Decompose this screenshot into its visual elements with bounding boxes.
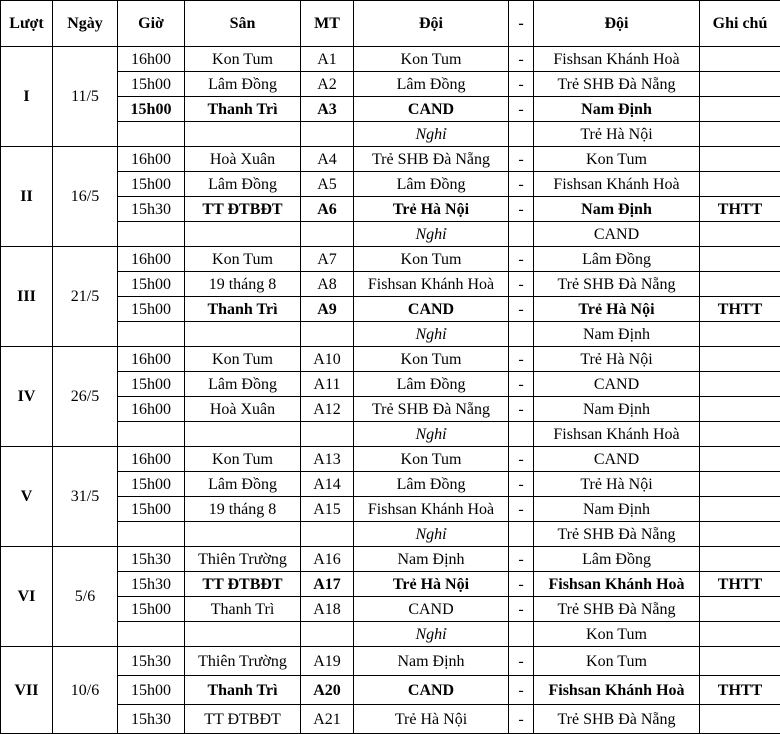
time-cell [118,522,185,547]
time-cell: 15h30 [118,705,185,734]
date-cell: 10/6 [53,647,118,734]
away-team-cell: Trẻ SHB Đà Nẵng [534,72,700,97]
match-code-cell: A1 [301,47,354,72]
home-team-cell: Fishsan Khánh Hoà [354,497,509,522]
note-cell [700,547,780,572]
separator-cell: - [509,172,534,197]
note-cell [700,347,780,372]
venue-cell [185,122,301,147]
note-cell [700,622,780,647]
round-cell: III [1,247,53,347]
date-cell: 5/6 [53,547,118,647]
resting-team-cell: Kon Tum [534,622,700,647]
header-separator: - [509,1,534,47]
venue-cell: Thiên Trường [185,647,301,676]
match-row [1,372,780,397]
venue-cell: Thiên Trường [185,547,301,572]
match-row [1,272,780,297]
time-cell [118,222,185,247]
note-cell [700,472,780,497]
away-team-cell: CAND [534,372,700,397]
round-cell: I [1,47,53,147]
note-cell [700,372,780,397]
time-cell: 16h00 [118,47,185,72]
home-team-cell: Trẻ Hà Nội [354,705,509,734]
venue-cell: Kon Tum [185,347,301,372]
home-team-cell: Kon Tum [354,47,509,72]
home-team-cell: Nam Định [354,647,509,676]
time-cell: 15h00 [118,297,185,322]
home-team-cell: Kon Tum [354,347,509,372]
match-row [1,197,780,222]
header-luot: Lượt [1,1,53,47]
venue-cell [185,222,301,247]
venue-cell: 19 tháng 8 [185,497,301,522]
match-row [1,397,780,422]
header-san: Sân [185,1,301,47]
away-team-cell: Trẻ SHB Đà Nẵng [534,272,700,297]
match-code-cell: A11 [301,372,354,397]
note-cell: THTT [700,197,780,222]
separator-cell [509,422,534,447]
away-team-cell: Fishsan Khánh Hoà [534,676,700,705]
match-row [1,497,780,522]
round-cell: V [1,447,53,547]
time-cell: 15h00 [118,72,185,97]
away-team-cell: Nam Định [534,497,700,522]
match-code-cell [301,422,354,447]
match-row [1,297,780,322]
note-cell [700,272,780,297]
time-cell: 16h00 [118,397,185,422]
time-cell: 15h30 [118,647,185,676]
away-team-cell: Fishsan Khánh Hoà [534,172,700,197]
note-cell: THTT [700,297,780,322]
rest-row [1,122,780,147]
venue-cell [185,322,301,347]
note-cell [700,422,780,447]
match-code-cell: A2 [301,72,354,97]
note-cell: THTT [700,676,780,705]
venue-cell [185,522,301,547]
match-code-cell: A16 [301,547,354,572]
home-team-cell: Lâm Đồng [354,372,509,397]
match-row [1,572,780,597]
away-team-cell: Trẻ SHB Đà Nẵng [534,705,700,734]
venue-cell: TT ĐTBĐT [185,572,301,597]
venue-cell: TT ĐTBĐT [185,197,301,222]
separator-cell: - [509,97,534,122]
venue-cell: Lâm Đồng [185,372,301,397]
match-code-cell [301,122,354,147]
match-row [1,47,780,72]
venue-cell [185,422,301,447]
time-cell [118,122,185,147]
home-team-cell: CAND [354,297,509,322]
time-cell: 15h00 [118,372,185,397]
home-team-cell: Lâm Đồng [354,72,509,97]
separator-cell: - [509,147,534,172]
separator-cell: - [509,572,534,597]
schedule-body [1,47,780,734]
match-row [1,347,780,372]
match-row [1,647,780,676]
separator-cell: - [509,497,534,522]
note-cell [700,222,780,247]
rest-label: Nghỉ [354,322,509,347]
date-cell: 26/5 [53,347,118,447]
note-cell [700,122,780,147]
note-cell: THTT [700,572,780,597]
separator-cell: - [509,47,534,72]
match-row [1,172,780,197]
header-doi-away: Đội [534,1,700,47]
separator-cell: - [509,347,534,372]
round-cell: II [1,147,53,247]
time-cell: 15h00 [118,597,185,622]
separator-cell [509,622,534,647]
rest-row [1,622,780,647]
match-code-cell [301,222,354,247]
match-code-cell: A8 [301,272,354,297]
away-team-cell: Fishsan Khánh Hoà [534,572,700,597]
match-code-cell: A19 [301,647,354,676]
away-team-cell: Lâm Đồng [534,547,700,572]
away-team-cell: Fishsan Khánh Hoà [534,47,700,72]
separator-cell: - [509,447,534,472]
note-cell [700,705,780,734]
separator-cell: - [509,247,534,272]
home-team-cell: CAND [354,97,509,122]
away-team-cell: Lâm Đồng [534,247,700,272]
rest-label: Nghỉ [354,522,509,547]
home-team-cell: Trẻ SHB Đà Nẵng [354,147,509,172]
resting-team-cell: Trẻ Hà Nội [534,122,700,147]
time-cell: 15h30 [118,197,185,222]
time-cell: 15h00 [118,497,185,522]
match-code-cell: A13 [301,447,354,472]
away-team-cell: Trẻ Hà Nội [534,297,700,322]
resting-team-cell: Nam Định [534,322,700,347]
match-code-cell: A15 [301,497,354,522]
note-cell [700,72,780,97]
round-cell: VII [1,647,53,734]
time-cell [118,622,185,647]
match-row [1,597,780,622]
time-cell: 15h00 [118,172,185,197]
time-cell: 15h30 [118,572,185,597]
note-cell [700,647,780,676]
match-row [1,547,780,572]
rest-row [1,222,780,247]
home-team-cell: Trẻ Hà Nội [354,572,509,597]
match-row [1,676,780,705]
separator-cell [509,322,534,347]
time-cell: 15h00 [118,272,185,297]
header-ngay: Ngày [53,1,118,47]
match-row [1,447,780,472]
separator-cell: - [509,472,534,497]
note-cell [700,322,780,347]
header-doi-home: Đội [354,1,509,47]
match-code-cell: A21 [301,705,354,734]
home-team-cell: Trẻ Hà Nội [354,197,509,222]
rest-label: Nghỉ [354,622,509,647]
round-cell: IV [1,347,53,447]
time-cell: 15h00 [118,97,185,122]
venue-cell: Lâm Đồng [185,472,301,497]
header-mt: MT [301,1,354,47]
header-gio: Giờ [118,1,185,47]
time-cell: 16h00 [118,147,185,172]
match-code-cell: A4 [301,147,354,172]
separator-cell: - [509,397,534,422]
venue-cell: TT ĐTBĐT [185,705,301,734]
home-team-cell: Trẻ SHB Đà Nẵng [354,397,509,422]
header-ghichu: Ghi chú [700,1,780,47]
time-cell: 15h00 [118,676,185,705]
time-cell: 16h00 [118,247,185,272]
note-cell [700,147,780,172]
match-code-cell: A12 [301,397,354,422]
match-code-cell [301,522,354,547]
venue-cell: Thanh Trì [185,676,301,705]
date-cell: 21/5 [53,247,118,347]
round-cell: VI [1,547,53,647]
rest-row [1,522,780,547]
match-code-cell: A5 [301,172,354,197]
home-team-cell: CAND [354,676,509,705]
match-row [1,147,780,172]
note-cell [700,522,780,547]
match-code-cell [301,622,354,647]
away-team-cell: CAND [534,447,700,472]
away-team-cell: Trẻ Hà Nội [534,347,700,372]
resting-team-cell: Trẻ SHB Đà Nẵng [534,522,700,547]
separator-cell [509,122,534,147]
away-team-cell: Trẻ Hà Nội [534,472,700,497]
time-cell: 15h00 [118,472,185,497]
venue-cell: Thanh Trì [185,97,301,122]
time-cell: 15h30 [118,547,185,572]
home-team-cell: CAND [354,597,509,622]
note-cell [700,497,780,522]
note-cell [700,47,780,72]
venue-cell: Hoà Xuân [185,397,301,422]
match-row [1,72,780,97]
match-code-cell: A7 [301,247,354,272]
note-cell [700,172,780,197]
note-cell [700,247,780,272]
venue-cell [185,622,301,647]
time-cell [118,322,185,347]
home-team-cell: Kon Tum [354,247,509,272]
separator-cell: - [509,705,534,734]
venue-cell: Kon Tum [185,247,301,272]
note-cell [700,447,780,472]
match-row [1,472,780,497]
match-code-cell: A17 [301,572,354,597]
match-row [1,97,780,122]
header-row [1,1,780,47]
separator-cell: - [509,547,534,572]
separator-cell: - [509,72,534,97]
rest-label: Nghỉ [354,422,509,447]
match-code-cell: A20 [301,676,354,705]
rest-row [1,422,780,447]
separator-cell [509,222,534,247]
home-team-cell: Kon Tum [354,447,509,472]
time-cell [118,422,185,447]
resting-team-cell: CAND [534,222,700,247]
resting-team-cell: Fishsan Khánh Hoà [534,422,700,447]
away-team-cell: Trẻ SHB Đà Nẵng [534,597,700,622]
note-cell [700,397,780,422]
home-team-cell: Lâm Đồng [354,472,509,497]
date-cell: 31/5 [53,447,118,547]
match-row [1,705,780,734]
away-team-cell: Kon Tum [534,147,700,172]
match-code-cell: A3 [301,97,354,122]
match-code-cell: A10 [301,347,354,372]
away-team-cell: Kon Tum [534,647,700,676]
separator-cell: - [509,297,534,322]
home-team-cell: Lâm Đồng [354,172,509,197]
match-code-cell: A18 [301,597,354,622]
time-cell: 16h00 [118,447,185,472]
match-code-cell: A6 [301,197,354,222]
note-cell [700,597,780,622]
away-team-cell: Nam Định [534,397,700,422]
note-cell [700,97,780,122]
venue-cell: Hoà Xuân [185,147,301,172]
venue-cell: 19 tháng 8 [185,272,301,297]
match-row [1,247,780,272]
home-team-cell: Nam Định [354,547,509,572]
date-cell: 11/5 [53,47,118,147]
venue-cell: Lâm Đồng [185,72,301,97]
venue-cell: Thanh Trì [185,597,301,622]
rest-label: Nghỉ [354,122,509,147]
separator-cell: - [509,647,534,676]
separator-cell: - [509,197,534,222]
separator-cell: - [509,372,534,397]
rest-label: Nghỉ [354,222,509,247]
venue-cell: Kon Tum [185,447,301,472]
time-cell: 16h00 [118,347,185,372]
match-code-cell: A14 [301,472,354,497]
match-code-cell [301,322,354,347]
match-code-cell: A9 [301,297,354,322]
date-cell: 16/5 [53,147,118,247]
rest-row [1,322,780,347]
separator-cell: - [509,272,534,297]
separator-cell [509,522,534,547]
venue-cell: Lâm Đồng [185,172,301,197]
separator-cell: - [509,676,534,705]
home-team-cell: Fishsan Khánh Hoà [354,272,509,297]
away-team-cell: Nam Định [534,197,700,222]
separator-cell: - [509,597,534,622]
venue-cell: Kon Tum [185,47,301,72]
away-team-cell: Nam Định [534,97,700,122]
venue-cell: Thanh Trì [185,297,301,322]
